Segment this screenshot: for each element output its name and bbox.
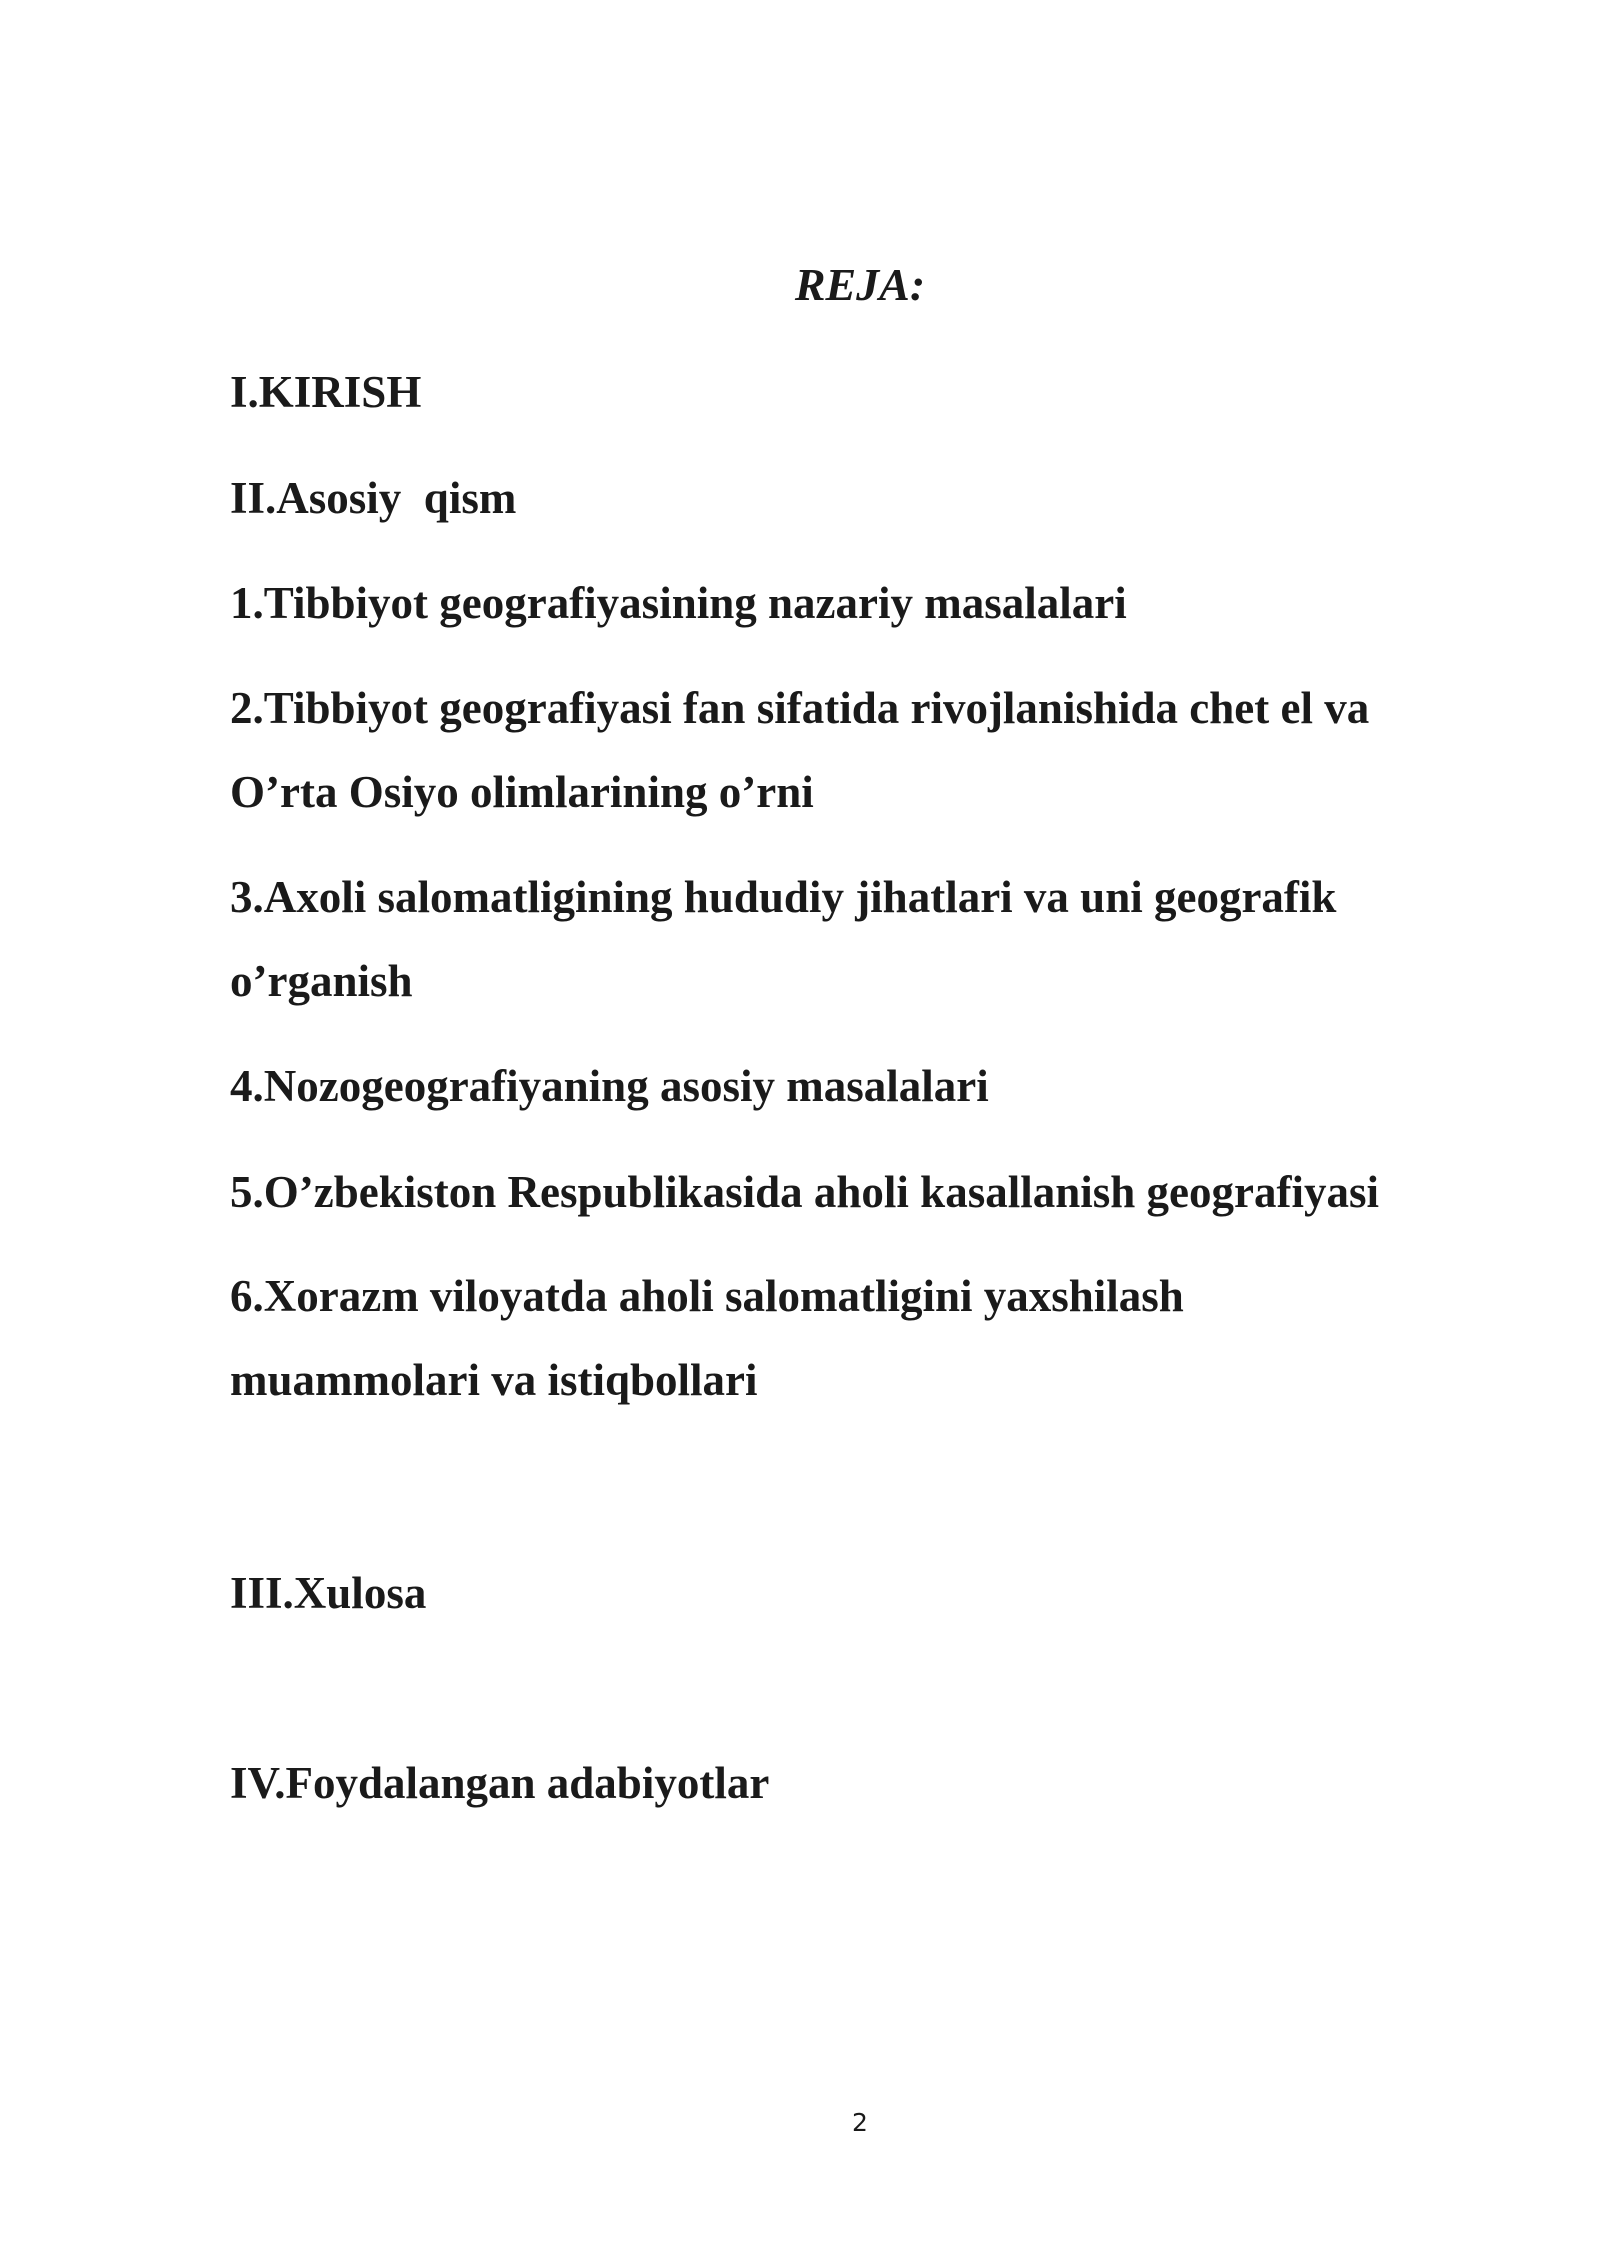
plan-title: REJA:: [794, 259, 926, 310]
topic-6-line-1: 6.Xorazm viloyatda aholi salomatligini yaxshilash: [230, 1271, 1184, 1321]
topic-5: 5.O’zbekiston Respublikasida aholi kasallanish geografiyasi: [230, 1167, 1379, 1217]
topic-2-line-2: O’rta Osiyo olimlarining o’rni: [230, 767, 814, 817]
section-main-part: II.Asosiy qism: [230, 473, 517, 523]
topic-2-line-1: 2.Tibbiyot geografiyasi fan sifatida rivojlanishida chet el va: [230, 683, 1370, 733]
section-introduction: I.KIRISH: [230, 367, 422, 417]
topic-4: 4.Nozogeografiyaning asosiy masalalari: [230, 1061, 989, 1111]
topic-1: 1.Tibbiyot geografiyasining nazariy masalalari: [230, 578, 1127, 628]
section-references: IV.Foydalangan adabiyotlar: [230, 1758, 770, 1808]
topic-6-line-2: muammolari va istiqbollari: [230, 1355, 758, 1405]
topic-3-line-1: 3.Axoli salomatligining hududiy jihatlari va uni geografik: [230, 872, 1337, 922]
section-conclusion: III.Xulosa: [230, 1568, 427, 1618]
topic-3-line-2: o’rganish: [230, 956, 413, 1006]
page-number: 2: [852, 2108, 868, 2137]
